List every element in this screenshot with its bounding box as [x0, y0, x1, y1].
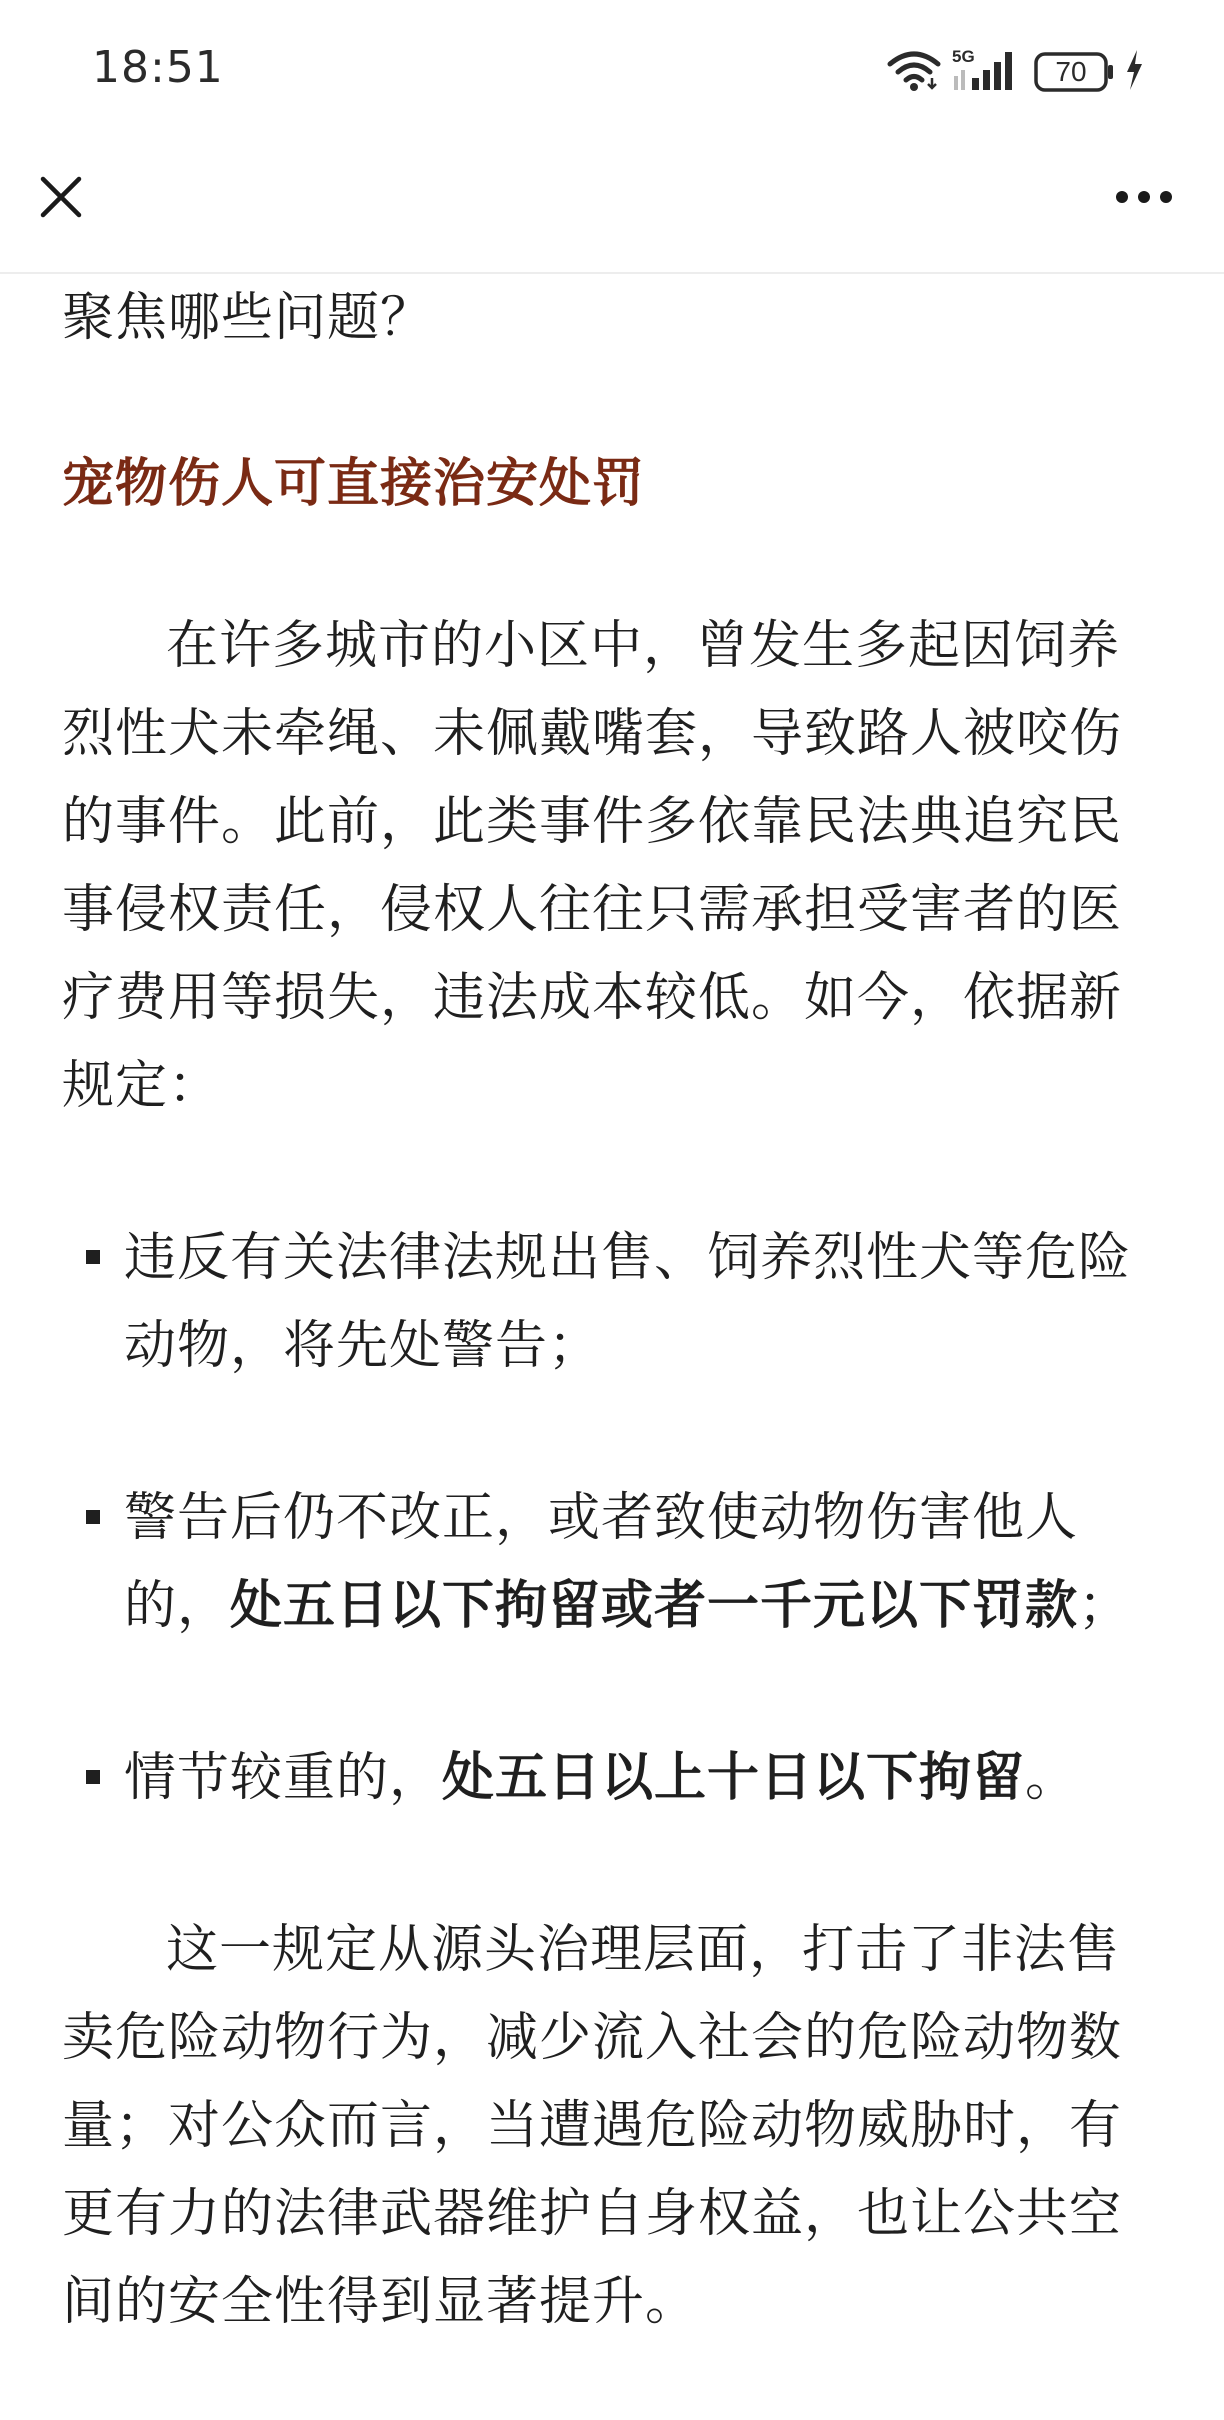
battery-level: 70: [1055, 56, 1087, 87]
charging-bolt-icon: [1124, 48, 1144, 96]
more-options-button[interactable]: [1104, 168, 1184, 230]
status-bar: [0, 0, 1224, 140]
paragraph-1: 在许多城市的小区中，曾发生多起因饲养烈性犬未牵绳、未佩戴嘴套，导致路人被咬伤的事件。此前，此类事件多依靠民法典追究民事侵权责任，侵权人往往只需承担受害者的医疗费用等损失，违法成本较低。如今，依据新规定：: [62, 616, 1123, 1116]
top-nav: [0, 140, 1224, 274]
more-dots-icon: [1114, 189, 1174, 209]
list-item: [62, 1734, 1162, 1822]
close-button[interactable]: [30, 168, 92, 230]
paragraph-2: 这一规定从源头治理层面，打击了非法售卖危险动物行为，减少流入社会的危险动物数量；对公众而言，当遭遇危险动物威胁时，有更有力的法律武器维护自身权益，也让公共空间的安全性得到显著提升。: [62, 1920, 1123, 2332]
close-icon: [37, 173, 85, 225]
bullet-2-suffix: ；: [1078, 1576, 1132, 1636]
status-icons: [886, 46, 1144, 98]
bullet-marker: [86, 1770, 100, 1784]
list-item: [62, 1474, 1162, 1650]
bullet-3-bold: 处五日以上十日以下拘留: [442, 1748, 1026, 1808]
bullet-1-text: 违反有关法律法规出售、饲养烈性犬等危险动物，将先处警告；: [124, 1228, 1132, 1376]
network-type-label: 5G: [952, 47, 975, 66]
cellular-signal-icon: [952, 46, 1024, 98]
article-body: [62, 274, 1162, 2346]
battery-icon: [1034, 50, 1114, 94]
status-time: 18:51: [92, 42, 224, 93]
section-heading: 宠物伤人可直接治安处罚: [62, 454, 646, 514]
bullet-3-suffix: 。: [1025, 1748, 1079, 1808]
bullet-marker: [86, 1250, 100, 1264]
list-item: [62, 1214, 1162, 1390]
bullet-2-bold: 处五日以下拘留或者一千元以下罚款: [230, 1576, 1079, 1636]
lead-line: 聚焦哪些问题？: [62, 288, 434, 348]
penalty-list: [62, 1214, 1162, 1822]
bullet-2-prefix: 警告后仍不改正，或者致使动物伤害他人的，: [124, 1488, 1079, 1636]
bullet-marker: [86, 1510, 100, 1524]
bullet-3-prefix: 情节较重的，: [124, 1748, 443, 1808]
wifi-icon: [886, 48, 942, 96]
